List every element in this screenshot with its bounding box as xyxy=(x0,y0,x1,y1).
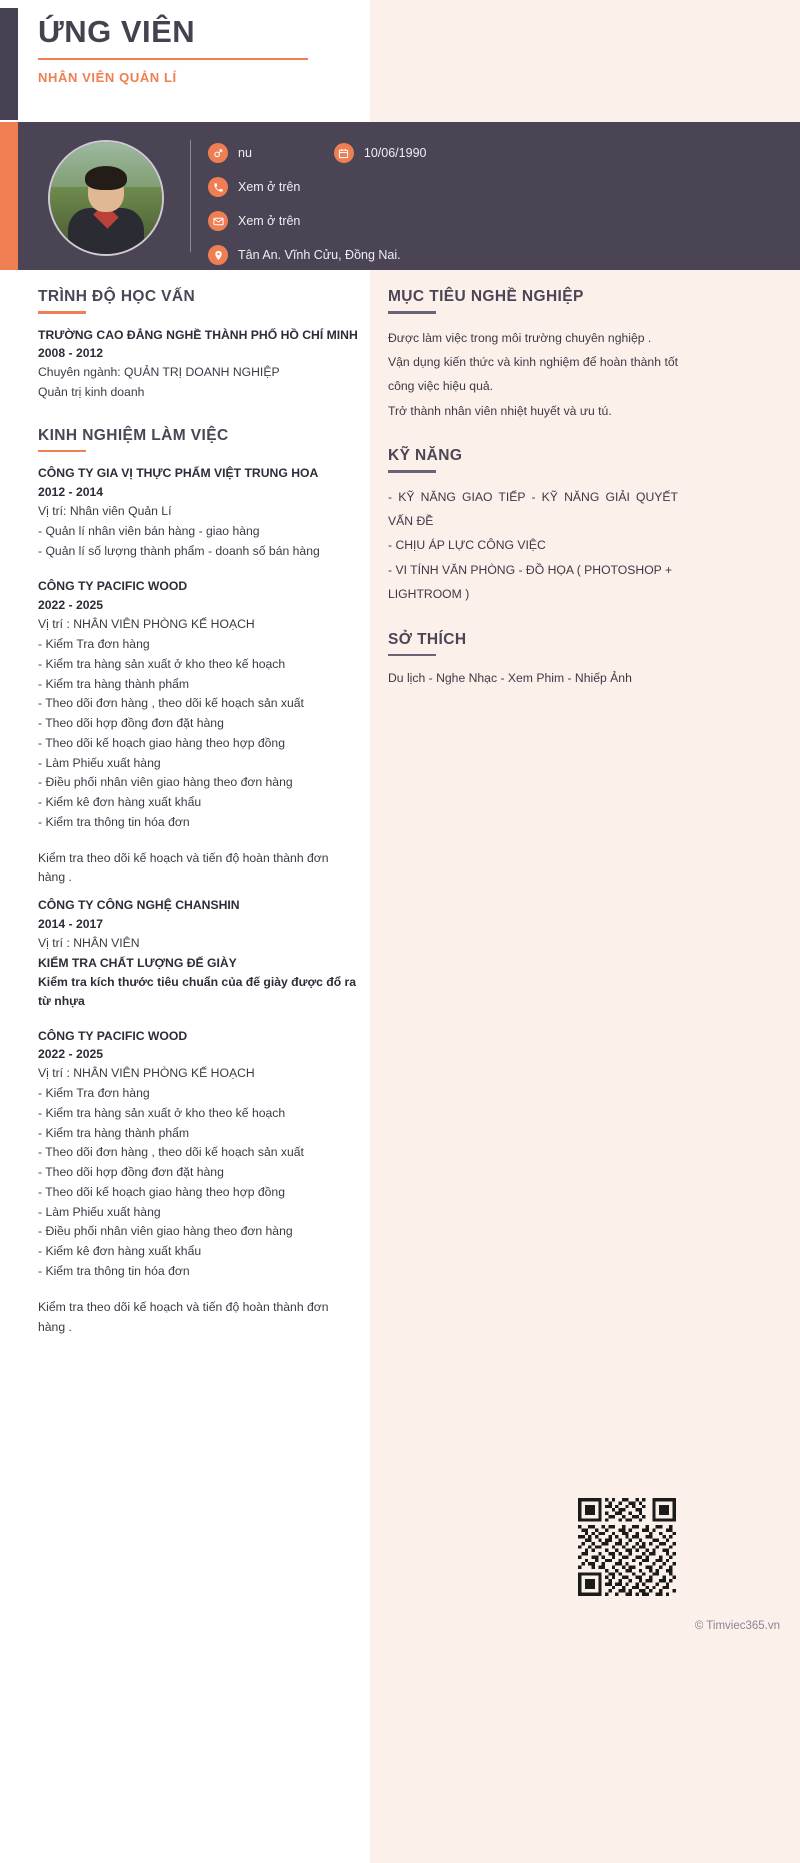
spacer xyxy=(388,607,678,631)
job-years: 2022 - 2025 xyxy=(38,1047,104,1062)
skill-item: LIGHTROOM ) xyxy=(388,587,470,602)
education-heading-rule xyxy=(38,311,86,314)
job-duty: - Làm Phiếu xuất hàng xyxy=(38,755,161,770)
skill-item: - KỸ NĂNG GIAO TIẾP - KỸ NĂNG GIẢI QUYẾT VẤN ĐỀ xyxy=(388,489,678,529)
spacer xyxy=(38,833,358,849)
job-duty: - Kiểm tra hàng sản xuất ở kho theo kế hoạch xyxy=(38,656,286,671)
avatar-hair xyxy=(85,166,127,190)
job-duty: - Kiểm Tra đơn hàng xyxy=(38,637,150,652)
job-company: CÔNG TY CÔNG NGHỆ CHANSHIN xyxy=(38,898,240,913)
contact-row-email xyxy=(208,206,800,236)
avatar xyxy=(48,140,164,256)
gender-icon xyxy=(208,143,228,163)
email-value: Xem ở trên xyxy=(238,214,301,228)
job-summary: Kiểm tra theo dõi kế hoạch và tiến độ hoàn thành đơn hàng . xyxy=(38,850,329,885)
calendar-icon xyxy=(334,143,354,163)
candidate-name: ỨNG VIÊN xyxy=(38,14,196,49)
education-heading: TRÌNH ĐỘ HỌC VẤN xyxy=(38,288,196,305)
objective-line: Trở thành nhân viên nhiệt huyết và ưu tú. xyxy=(388,403,612,418)
education-major: Chuyên ngành: QUẢN TRỊ DOANH NGHIỆP xyxy=(38,365,280,380)
contact-row-phone xyxy=(208,172,800,202)
experience-item xyxy=(38,577,358,888)
spacer xyxy=(38,1011,358,1027)
education-years: 2008 - 2012 xyxy=(38,346,104,361)
job-duty: - Kiểm kê đơn hàng xuất khẩu xyxy=(38,1244,202,1259)
job-duty: - Kiểm tra thông tin hóa đơn xyxy=(38,814,190,829)
hobbies-text: Du lịch - Nghe Nhạc - Xem Phim - Nhiếp Ảnh xyxy=(388,671,632,686)
experience-heading-rule xyxy=(38,450,86,453)
objective-line: Vận dụng kiến thức và kinh nghiệm để hoàn thành tốt công việc hiệu quả. xyxy=(388,354,678,394)
job-duty: - Quản lí số lượng thành phẩm - doanh số bán hàng xyxy=(38,543,320,558)
job-position: Vị trí: Nhân viên Quản Lí xyxy=(38,504,172,519)
contact-row-address xyxy=(208,240,800,270)
job-title: NHÂN VIÊN QUẢN LÍ xyxy=(38,69,177,85)
experience-section xyxy=(38,427,358,1337)
header-left-accent-bar xyxy=(0,8,18,120)
job-duty: - Kiểm tra hàng thành phẩm xyxy=(38,676,190,691)
contact-list xyxy=(208,138,800,274)
title-divider xyxy=(38,58,308,60)
hobbies-heading: SỞ THÍCH xyxy=(388,630,467,648)
objective-line: Được làm việc trong môi trường chuyên nghiệp . xyxy=(388,330,652,345)
right-column xyxy=(388,288,678,690)
education-section xyxy=(38,288,358,403)
objective-section xyxy=(388,288,678,423)
job-duty: - Kiểm Tra đơn hàng xyxy=(38,1086,150,1101)
job-duty: - Kiểm kê đơn hàng xuất khẩu xyxy=(38,795,202,810)
experience-item xyxy=(38,1027,358,1338)
job-years: 2022 - 2025 xyxy=(38,598,104,613)
job-position: Vị trí : NHÂN VIÊN PHÒNG KẾ HOẠCH xyxy=(38,1066,255,1081)
hobbies-section xyxy=(388,631,678,690)
job-position-detail: KIỂM TRA CHẤT LƯỢNG ĐẾ GIÀY xyxy=(38,955,237,970)
spacer xyxy=(38,888,358,896)
job-duty: - Theo dõi đơn hàng , theo dõi kế hoạch sản xuất xyxy=(38,1145,304,1160)
spacer xyxy=(38,1282,358,1298)
hobbies-heading-rule xyxy=(388,654,436,657)
job-position: Vị trí : NHÂN VIÊN xyxy=(38,936,140,951)
footer-credit: © Timviec365.vn xyxy=(694,1620,780,1632)
skill-item: - VI TÍNH VĂN PHÒNG - ĐỒ HỌA ( PHOTOSHOP + xyxy=(388,562,673,577)
objective-heading: MỤC TIÊU NGHỀ NGHIỆP xyxy=(388,288,584,305)
spacer xyxy=(38,561,358,577)
cv-header xyxy=(38,14,358,85)
spacer xyxy=(388,423,678,447)
skills-section xyxy=(388,447,678,607)
gender-value: nu xyxy=(238,146,252,160)
mail-icon xyxy=(208,211,228,231)
education-school: TRƯỜNG CAO ĐẲNG NGHỀ THÀNH PHỐ HỒ CHÍ MINH xyxy=(38,327,358,342)
job-duty: - Quản lí nhân viên bán hàng - giao hàng xyxy=(38,523,260,538)
job-company: CÔNG TY PACIFIC WOOD xyxy=(38,579,188,594)
contact-orange-tab xyxy=(0,122,18,270)
job-duty: - Kiểm tra hàng thành phẩm xyxy=(38,1125,190,1140)
birthday-value: 10/06/1990 xyxy=(363,146,427,160)
contact-vertical-divider xyxy=(190,140,191,252)
experience-item xyxy=(38,464,358,561)
experience-heading: KINH NGHIỆM LÀM VIỆC xyxy=(38,426,229,444)
job-years: 2014 - 2017 xyxy=(38,917,104,932)
spacer xyxy=(38,403,358,427)
job-summary: Kiểm tra theo dõi kế hoạch và tiến độ hoàn thành đơn hàng . xyxy=(38,1299,329,1334)
education-note: Quản trị kinh doanh xyxy=(38,385,145,400)
phone-value: Xem ở trên xyxy=(238,180,301,194)
skill-item: - CHỊU ÁP LỰC CÔNG VIỆC xyxy=(388,538,546,553)
job-duty: - Kiểm tra hàng sản xuất ở kho theo kế hoạch xyxy=(38,1105,286,1120)
left-column xyxy=(38,288,358,1337)
phone-icon xyxy=(208,177,228,197)
job-duty: - Kiểm tra thông tin hóa đơn xyxy=(38,1263,190,1278)
job-duty: - Điều phối nhân viên giao hàng theo đơn hàng xyxy=(38,1224,293,1239)
qr-code-icon xyxy=(578,1498,676,1596)
objective-heading-rule xyxy=(388,311,436,314)
job-years: 2012 - 2014 xyxy=(38,485,104,500)
skills-heading-rule xyxy=(388,470,436,473)
job-duty: - Theo dõi kế hoạch giao hàng theo hợp đồng xyxy=(38,735,285,750)
job-duty: - Theo dõi kế hoạch giao hàng theo hợp đồng xyxy=(38,1184,285,1199)
job-duty: - Theo dõi hợp đồng đơn đặt hàng xyxy=(38,1165,224,1180)
job-company: CÔNG TY PACIFIC WOOD xyxy=(38,1028,188,1043)
experience-item xyxy=(38,896,358,1010)
job-duty: - Làm Phiếu xuất hàng xyxy=(38,1204,161,1219)
job-summary: Kiểm tra kích thước tiêu chuẩn của đế giày được đổ ra từ nhựa xyxy=(38,974,357,1008)
job-duty: - Điều phối nhân viên giao hàng theo đơn hàng xyxy=(38,775,293,790)
job-duty: - Theo dõi hợp đồng đơn đặt hàng xyxy=(38,716,224,731)
address-value: Tân An. Vĩnh Cửu, Đồng Nai. xyxy=(238,248,401,262)
job-duty: - Theo dõi đơn hàng , theo dõi kế hoạch sản xuất xyxy=(38,696,304,711)
skills-heading: KỸ NĂNG xyxy=(388,447,463,465)
location-pin-icon xyxy=(208,245,228,265)
job-company: CÔNG TY GIA VỊ THỰC PHẨM VIỆT TRUNG HOA xyxy=(38,466,319,481)
contact-row-gender-birthday xyxy=(208,138,800,168)
job-position: Vị trí : NHÂN VIÊN PHÒNG KẾ HOẠCH xyxy=(38,617,255,632)
